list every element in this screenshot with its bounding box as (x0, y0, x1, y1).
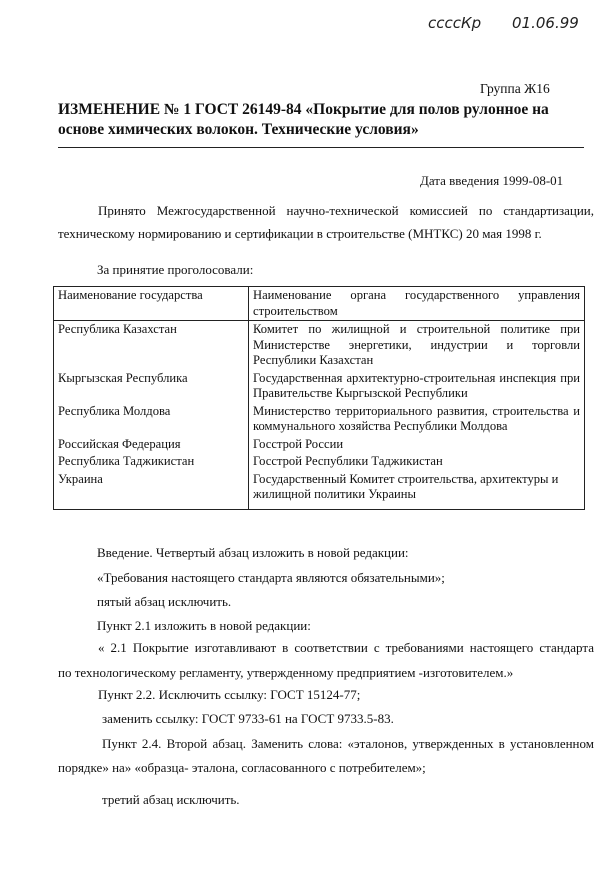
title-line-1: ИЗМЕНЕНИЕ № 1 ГОСТ 26149-84 «Покрытие для полов рулонное на (58, 101, 549, 118)
header-state: Наименование государства (54, 287, 249, 321)
body-cell: Министерство территориального развития, строительства и коммунального хозяйства Республики Молдова (249, 403, 585, 436)
table-header-row (54, 287, 585, 321)
state-cell: Республика Молдова (54, 403, 249, 436)
change-line: третий абзац исключить. (102, 792, 240, 807)
handwritten-date: 01.06.99 (512, 14, 579, 32)
group-label: Группа Ж16 (480, 81, 550, 96)
title-line-2: основе химических волокон. Технические условия» (58, 121, 419, 138)
change-line: порядке» на» «образца- эталона, согласованного с потребителем»; (58, 760, 426, 775)
change-line: заменить ссылку: ГОСТ 9733-61 на ГОСТ 9733.5-83. (102, 711, 394, 726)
change-line: Пункт 2.4. Второй абзац. Заменить слова: «эталонов, утвержденных в установленном (102, 736, 594, 751)
body-cell: Госстрой Республики Таджикистан (249, 453, 585, 471)
change-line: пятый абзац исключить. (97, 594, 232, 609)
state-cell: Кыргызская Республика (54, 370, 249, 403)
state-cell: Украина (54, 471, 249, 510)
change-line: по технологическому регламенту, утвержденному предприятием -изготовителем.» (58, 665, 514, 680)
change-line: Введение. Четвертый абзац изложить в новой редакции: (97, 545, 409, 560)
state-cell: Республика Таджикистан (54, 453, 249, 471)
body-cell: Государственный Комитет строительства, архитектуры и жилищной политики Украины (249, 471, 585, 510)
body-cell: Госстрой России (249, 436, 585, 454)
table-row (54, 436, 585, 454)
table-row (54, 321, 585, 370)
voted-label: За принятие проголосовали: (97, 262, 254, 277)
table-row (54, 370, 585, 403)
introduction-date: Дата введения 1999-08-01 (420, 173, 564, 188)
body-cell: Государственная архитектурно-строительная инспекция при Правительстве Кыргызской Республики (249, 370, 585, 403)
adopted-line-2: техническому нормированию и сертификации в строительстве (МНТКС) 20 мая 1998 г. (58, 226, 542, 241)
change-line: Пункт 2.2. Исключить ссылку: ГОСТ 15124-77; (98, 687, 361, 702)
table-row (54, 471, 585, 510)
handwritten-note: ссссКр (428, 14, 482, 32)
table-row (54, 403, 585, 436)
body-cell: Комитет по жилищной и строительной политике при Министерстве энергетики, индустрии и торговли Республики Казахстан (249, 321, 585, 370)
voting-table (53, 286, 585, 510)
title-divider (58, 147, 584, 148)
table-row (54, 453, 585, 471)
state-cell: Российская Федерация (54, 436, 249, 454)
state-cell: Республика Казахстан (54, 321, 249, 370)
change-line: « 2.1 Покрытие изготавливают в соответствии с требованиями настоящего стандарта (98, 640, 594, 655)
header-body: Наименование органа государственного управления строительством (249, 287, 585, 321)
change-line: «Требования настоящего стандарта являются обязательными»; (97, 570, 445, 585)
adopted-line-1: Принято Межгосударственной научно-технической комиссией по стандартизации, (98, 203, 594, 218)
change-line: Пункт 2.1 изложить в новой редакции: (97, 618, 311, 633)
